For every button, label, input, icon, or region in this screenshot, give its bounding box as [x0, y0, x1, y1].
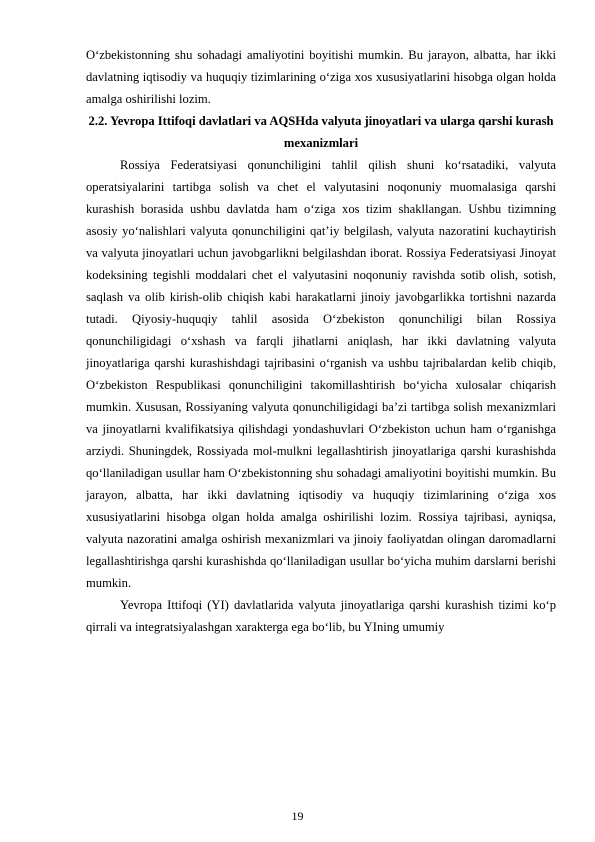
page-number: 19: [291, 809, 304, 823]
intro-paragraph: O‘zbekistonning shu sohadagi amaliyotini boyitishi mumkin. Bu jarayon, albatta, har ikki davlatning iqtisodiy va huquqiy tizimlarining o‘ziga xos xususiyatlarini hisobga olgan holda amalga oshirilishi lozim.: [86, 48, 556, 106]
body-paragraph-2: Yevropa Ittifoqi (YI) davlatlarida valyuta jinoyatlariga qarshi kurashish tizimi ko‘p qirrali va integratsiyalashgan xarakterga ega bo‘lib, bu YIning umumiy: [86, 598, 556, 634]
document-page: [86, 44, 556, 638]
body-paragraph-1: Rossiya Federatsiyasi qonunchiligini tahlil qilish shuni ko‘rsatadiki, valyuta operatsiyalarini tartibga solish va chet el valyutasini noqonuniy muomalasiga qarshi kurashish borasida ushbu davlatda ham o‘ziga xos tizim shakllangan. Ushbu tizimning asosiy yo‘nalishlari valyuta qonunchiligini qat’iy belgilash, valyuta nazoratini kuchaytirish va valyuta jinoyatlari uchun javobgarlikni belgilashdan iborat. Rossiya Federatsiyasi Jinoyat kodeksining tegishli moddalari chet el valyutasini noqonuniy ravishda sotib olish, sotish, saqlash va olib kirish-olib chiqish kabi harakatlarni jinoiy javobgarlikka tortishni nazarda tutadi. Qiyosiy-huquqiy tahlil asosida O‘zbekiston qonunchiligi bilan Rossiya qonunchiligidagi o‘xshash va farqli jihatlarni aniqlash, har ikki davlatning valyuta jinoyatlariga qarshi kurashishdagi tajribasini o‘rganish va ushbu tajribalardan kelib chiqib, O‘zbekiston Respublikasi qonunchiligini takomillashtirish bo‘yicha xulosalar chiqarish mumkin. Xususan, Rossiyaning valyuta qonunchiligidagi ba’zi tartibga solish mexanizmlari va jinoyatlarni kvalifikatsiya qilishdagi yondashuvlari O‘zbekiston uchun ham o‘rganishga arziydi. Shuningdek, Rossiyada mol-mulkni legallashtirish jinoyatlariga qarshi kurashishda qo‘llaniladigan usullar ham O‘zbekistonning shu sohadagi amaliyotini boyitishi mumkin. Bu jarayon, albatta, har ikki davlatning iqtisodiy va huquqiy tizimlarining o‘ziga xos xususiyatlarini hisobga olgan holda amalga oshirilishi lozim. Rossiya tajribasi, ayniqsa, valyuta nazoratini amalga oshirish mexanizmlari va jinoiy faoliyatdan olingan daromadlarni legallashtirishga qarshi kurashishda qo‘llaniladigan usullar bo‘yicha muhim darslarni berishi mumkin.: [86, 158, 556, 590]
section-heading: 2.2. Yevropa Ittifoqi davlatlari va AQSHda valyuta jinoyatlari va ularga qarshi kurash mexanizmlari: [88, 114, 554, 150]
